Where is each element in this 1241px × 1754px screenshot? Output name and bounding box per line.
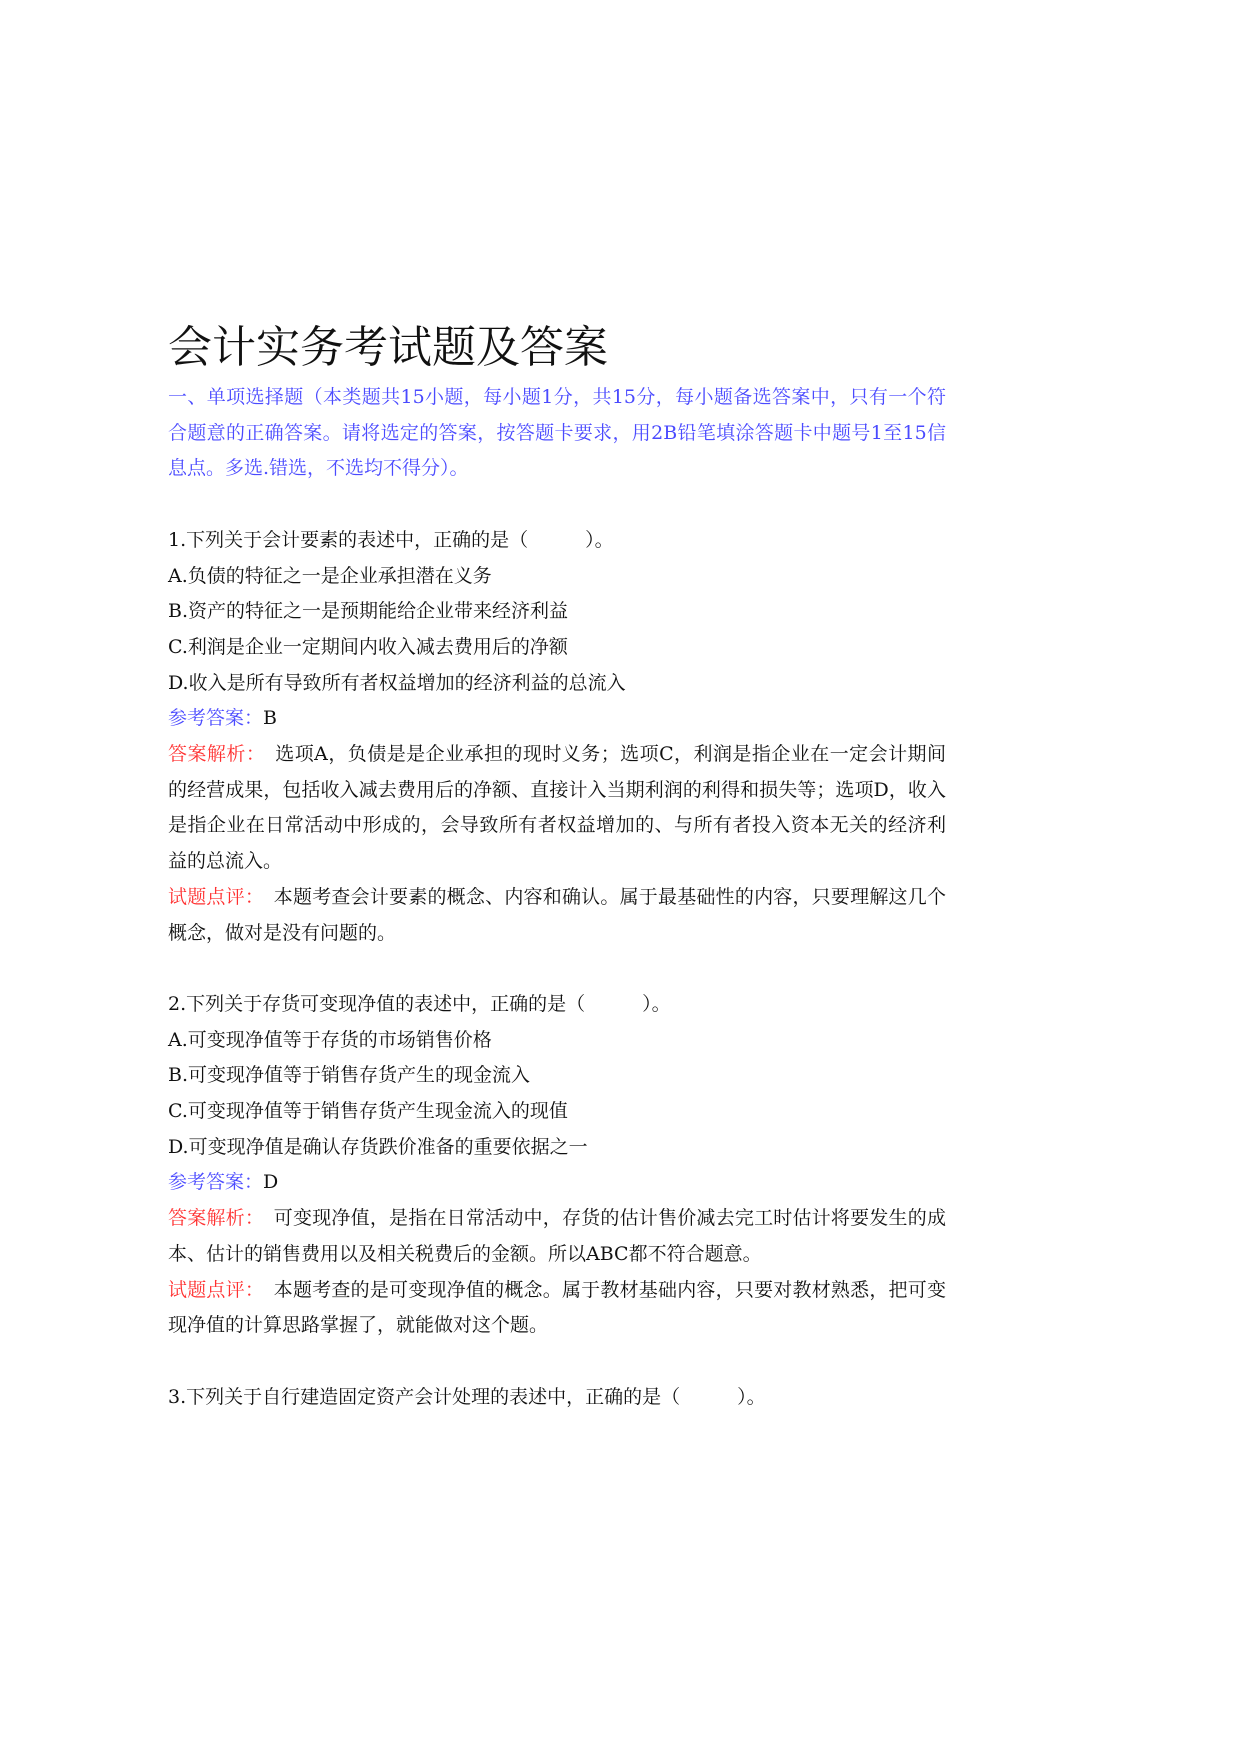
- document-title: 会计实务考试题及答案: [168, 322, 608, 373]
- reference-answer: [168, 1165, 946, 1201]
- comment-label: 试题点评：: [168, 1278, 255, 1301]
- question-comment: [168, 880, 946, 951]
- document-page: [168, 318, 946, 1415]
- option-a: A.负债的特征之一是企业承担潜在义务: [168, 564, 492, 587]
- comment-text: 本题考查的是可变现净值的概念。属于教材基础内容，只要对教材熟悉，把可变现净值的计算思路掌握了，就能做对这个题。: [168, 1278, 946, 1337]
- answer-value: D: [263, 1171, 279, 1194]
- question-stem: 3.下列关于自行建造固定资产会计处理的表述中，正确的是（ ）。: [168, 1385, 766, 1408]
- reference-answer: [168, 701, 946, 737]
- option-c: C.可变现净值等于销售存货产生现金流入的现值: [168, 1100, 568, 1123]
- answer-value: B: [263, 707, 277, 730]
- analysis-label: 答案解析：: [168, 1207, 255, 1230]
- analysis-text: 选项A，负债是是企业承担的现时义务；选项C，利润是指企业在一定会计期间的经营成果，包括收入减去费用后的净额、直接计入当期利润的利得和损失等；选项D，收入是指企业在日常活动中形成的，会导致所有者权益增加的、与所有者投入资本无关的经济利益的总流入。: [168, 743, 946, 873]
- comment-label: 试题点评：: [168, 885, 255, 908]
- section-intro: 一、单项选择题（本类题共15小题，每小题1分，共15分，每小题备选答案中，只有一个符合题意的正确答案。请将选定的答案，按答题卡要求，用2B铅笔填涂答题卡中题号1至15信息点。多选.错选，不选均不得分）。: [168, 386, 946, 480]
- comment-text: 本题考查会计要素的概念、内容和确认。属于最基础性的内容，只要理解这几个概念，做对是没有问题的。: [168, 885, 946, 944]
- option-a: A.可变现净值等于存货的市场销售价格: [168, 1028, 492, 1051]
- question-stem: 2.下列关于存货可变现净值的表述中，正确的是（ ）。: [168, 992, 671, 1015]
- analysis-text: 可变现净值，是指在日常活动中，存货的估计售价减去完工时估计将要发生的成本、估计的销售费用以及相关税费后的金额。所以ABC都不符合题意。: [168, 1207, 946, 1265]
- question-2: [168, 987, 946, 1344]
- analysis-label: 答案解析：: [168, 743, 256, 766]
- question-1: [168, 523, 946, 951]
- option-b: B.可变现净值等于销售存货产生的现金流入: [168, 1064, 531, 1087]
- option-c: C.利润是企业一定期间内收入减去费用后的净额: [168, 635, 568, 658]
- answer-label: 参考答案：: [168, 1171, 264, 1194]
- question-3: [168, 1380, 946, 1416]
- option-b: B.资产的特征之一是预期能给企业带来经济利益: [168, 600, 569, 623]
- answer-analysis: [168, 737, 946, 880]
- answer-analysis: [168, 1201, 946, 1272]
- option-d: D.收入是所有导致所有者权益增加的经济利益的总流入: [168, 671, 626, 694]
- option-d: D.可变现净值是确认存货跌价准备的重要依据之一: [168, 1135, 588, 1158]
- answer-label: 参考答案：: [168, 707, 264, 730]
- question-comment: [168, 1273, 946, 1344]
- question-stem: 1.下列关于会计要素的表述中，正确的是（ ）。: [168, 528, 614, 551]
